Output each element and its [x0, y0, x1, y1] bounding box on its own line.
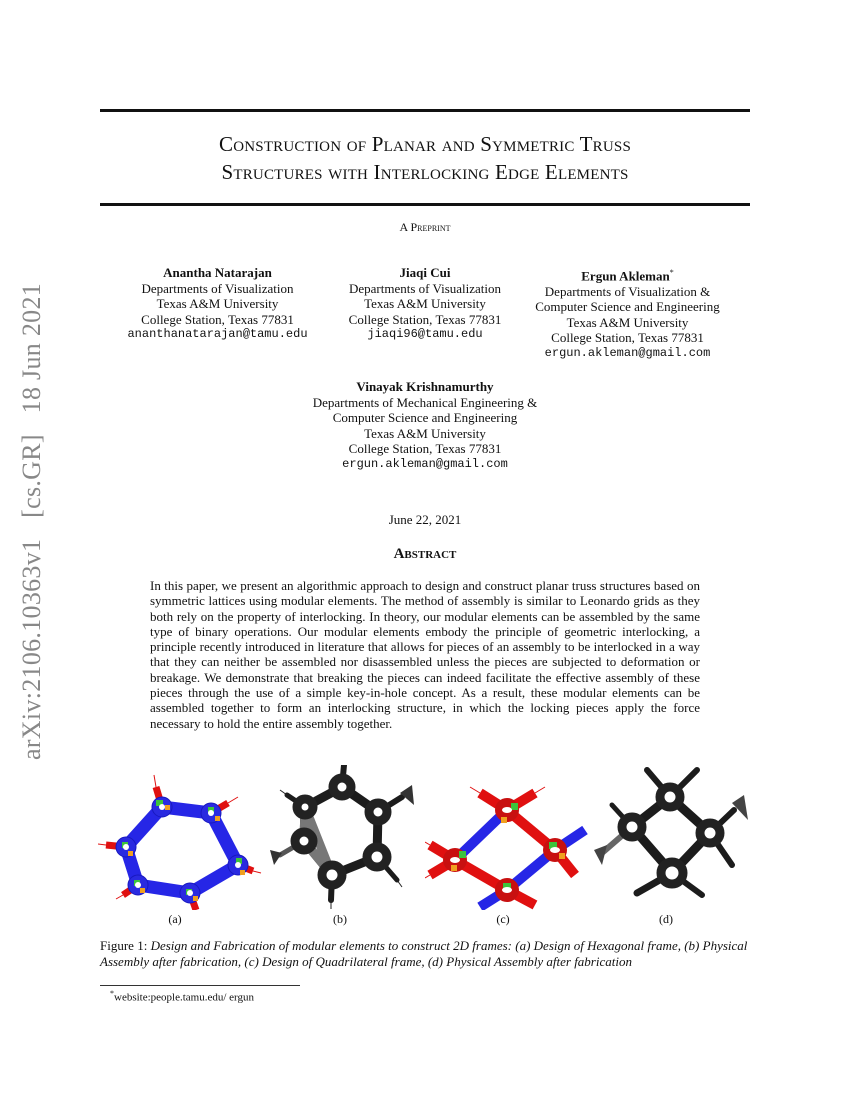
abstract-body: In this paper, we present an algorithmic approach to design and construct planar truss structures based on symmetric lattices using modular elements. The method of assembly is similar to Leonardo grids as they both rely on the property of interlocking. In theory, our modular elements can be assembled by the same type of binary operations. Our modular elements embody the principle of geometric interlocking, a principle recently introduced in literature that allows for pieces of an assembly to be interlocked in a way that they can neither be assembled nor disassembled unless the pieces are subjected to deformation or breakage. We demonstrate that breaking the pieces can indeed facilitate the effective assembly of these pieces through the use of a simple key-in-hole concept. As a result, these modular elements can be assembled together to form an interlocking structure, in which the locking pieces apply the force necessary to hold the entire assembly together.	[150, 578, 700, 731]
author-affiliation: Computer Science and Engineering	[332, 410, 518, 425]
author-block	[520, 265, 735, 361]
author-email[interactable]: ergun.akleman@gmail.com	[544, 345, 711, 360]
author-name: Ergun Akleman	[581, 268, 670, 284]
paper-title	[100, 130, 750, 186]
author-email[interactable]: ergun.akleman@gmail.com	[342, 456, 508, 471]
author-email[interactable]: jiaqi96@tamu.edu	[367, 327, 483, 341]
author-affiliation: College Station, Texas 77831	[348, 441, 502, 456]
author-name-row	[520, 265, 735, 284]
arxiv-id: arXiv:2106.10363v1	[17, 538, 46, 760]
caption-prefix: Figure 1:	[100, 938, 151, 953]
footnote-rule	[100, 985, 300, 986]
author-affiliation: Computer Science and Engineering	[535, 299, 720, 315]
figure-label-c: (c)	[496, 912, 510, 926]
figure-panel-c-quad-design	[425, 765, 590, 910]
author-block	[110, 265, 325, 343]
figure-panel-d-quad-physical	[592, 765, 752, 910]
figure-panel-a-hexagon-design	[98, 765, 263, 910]
figure-caption	[100, 938, 750, 970]
footnote	[110, 989, 254, 1004]
author-affiliation: Texas A&M University	[566, 314, 689, 330]
author-affiliation: Departments of Visualization	[348, 280, 502, 296]
author-block	[325, 265, 525, 343]
author-affiliation: Departments of Mechanical Engineering &	[312, 394, 538, 410]
author-affiliation: Texas A&M University	[156, 296, 279, 311]
author-affiliation: Departments of Visualization	[141, 280, 294, 296]
arxiv-date: 18 Jun 2021	[17, 282, 46, 414]
preprint-label: A Preprint	[399, 220, 451, 234]
title-line-1: Construction of Planar and Symmetric Truss	[219, 132, 631, 156]
author-affiliation: College Station, Texas 77831	[348, 311, 502, 327]
author-affiliation: Departments of Visualization &	[544, 283, 711, 299]
author-affiliation: College Station, Texas 77831	[551, 330, 704, 346]
footnote-marker[interactable]: *	[669, 268, 674, 277]
author-block	[275, 379, 575, 472]
arxiv-category: [cs.GR]	[17, 434, 46, 518]
footnote-marker: *	[110, 989, 114, 998]
author-affiliation: Texas A&M University	[364, 296, 486, 311]
footnote-text[interactable]: website:people.tamu.edu/ ergun	[114, 991, 255, 1004]
figure-label-d: (d)	[659, 912, 673, 926]
paper-date: June 22, 2021	[388, 512, 462, 527]
figure-label-b: (b)	[333, 912, 347, 926]
author-name: Jiaqi Cui	[399, 265, 451, 280]
figure-label-a: (a)	[168, 912, 182, 926]
author-name: Anantha Natarajan	[163, 265, 272, 280]
title-line-2: Structures with Interlocking Edge Elements	[221, 160, 629, 184]
abstract-heading: Abstract	[393, 546, 457, 562]
arxiv-stamp	[17, 269, 47, 760]
author-affiliation: College Station, Texas 77831	[141, 311, 294, 327]
title-rule-bottom	[100, 203, 750, 206]
figure-panel-b-hexagon-physical	[262, 765, 422, 910]
author-affiliation: Texas A&M University	[364, 425, 486, 441]
caption-text: Design and Fabrication of modular elements to construct 2D frames: (a) Design of Hexagonal frame, (b) Physical Assembly after fabrication, (c) Design of Quadrilateral frame, (d) Physical Assembly after fabrication	[100, 938, 748, 969]
title-rule-top	[100, 109, 750, 112]
author-email[interactable]: ananthanatarajan@tamu.edu	[127, 327, 308, 341]
author-name: Vinayak Krishnamurthy	[356, 379, 494, 394]
